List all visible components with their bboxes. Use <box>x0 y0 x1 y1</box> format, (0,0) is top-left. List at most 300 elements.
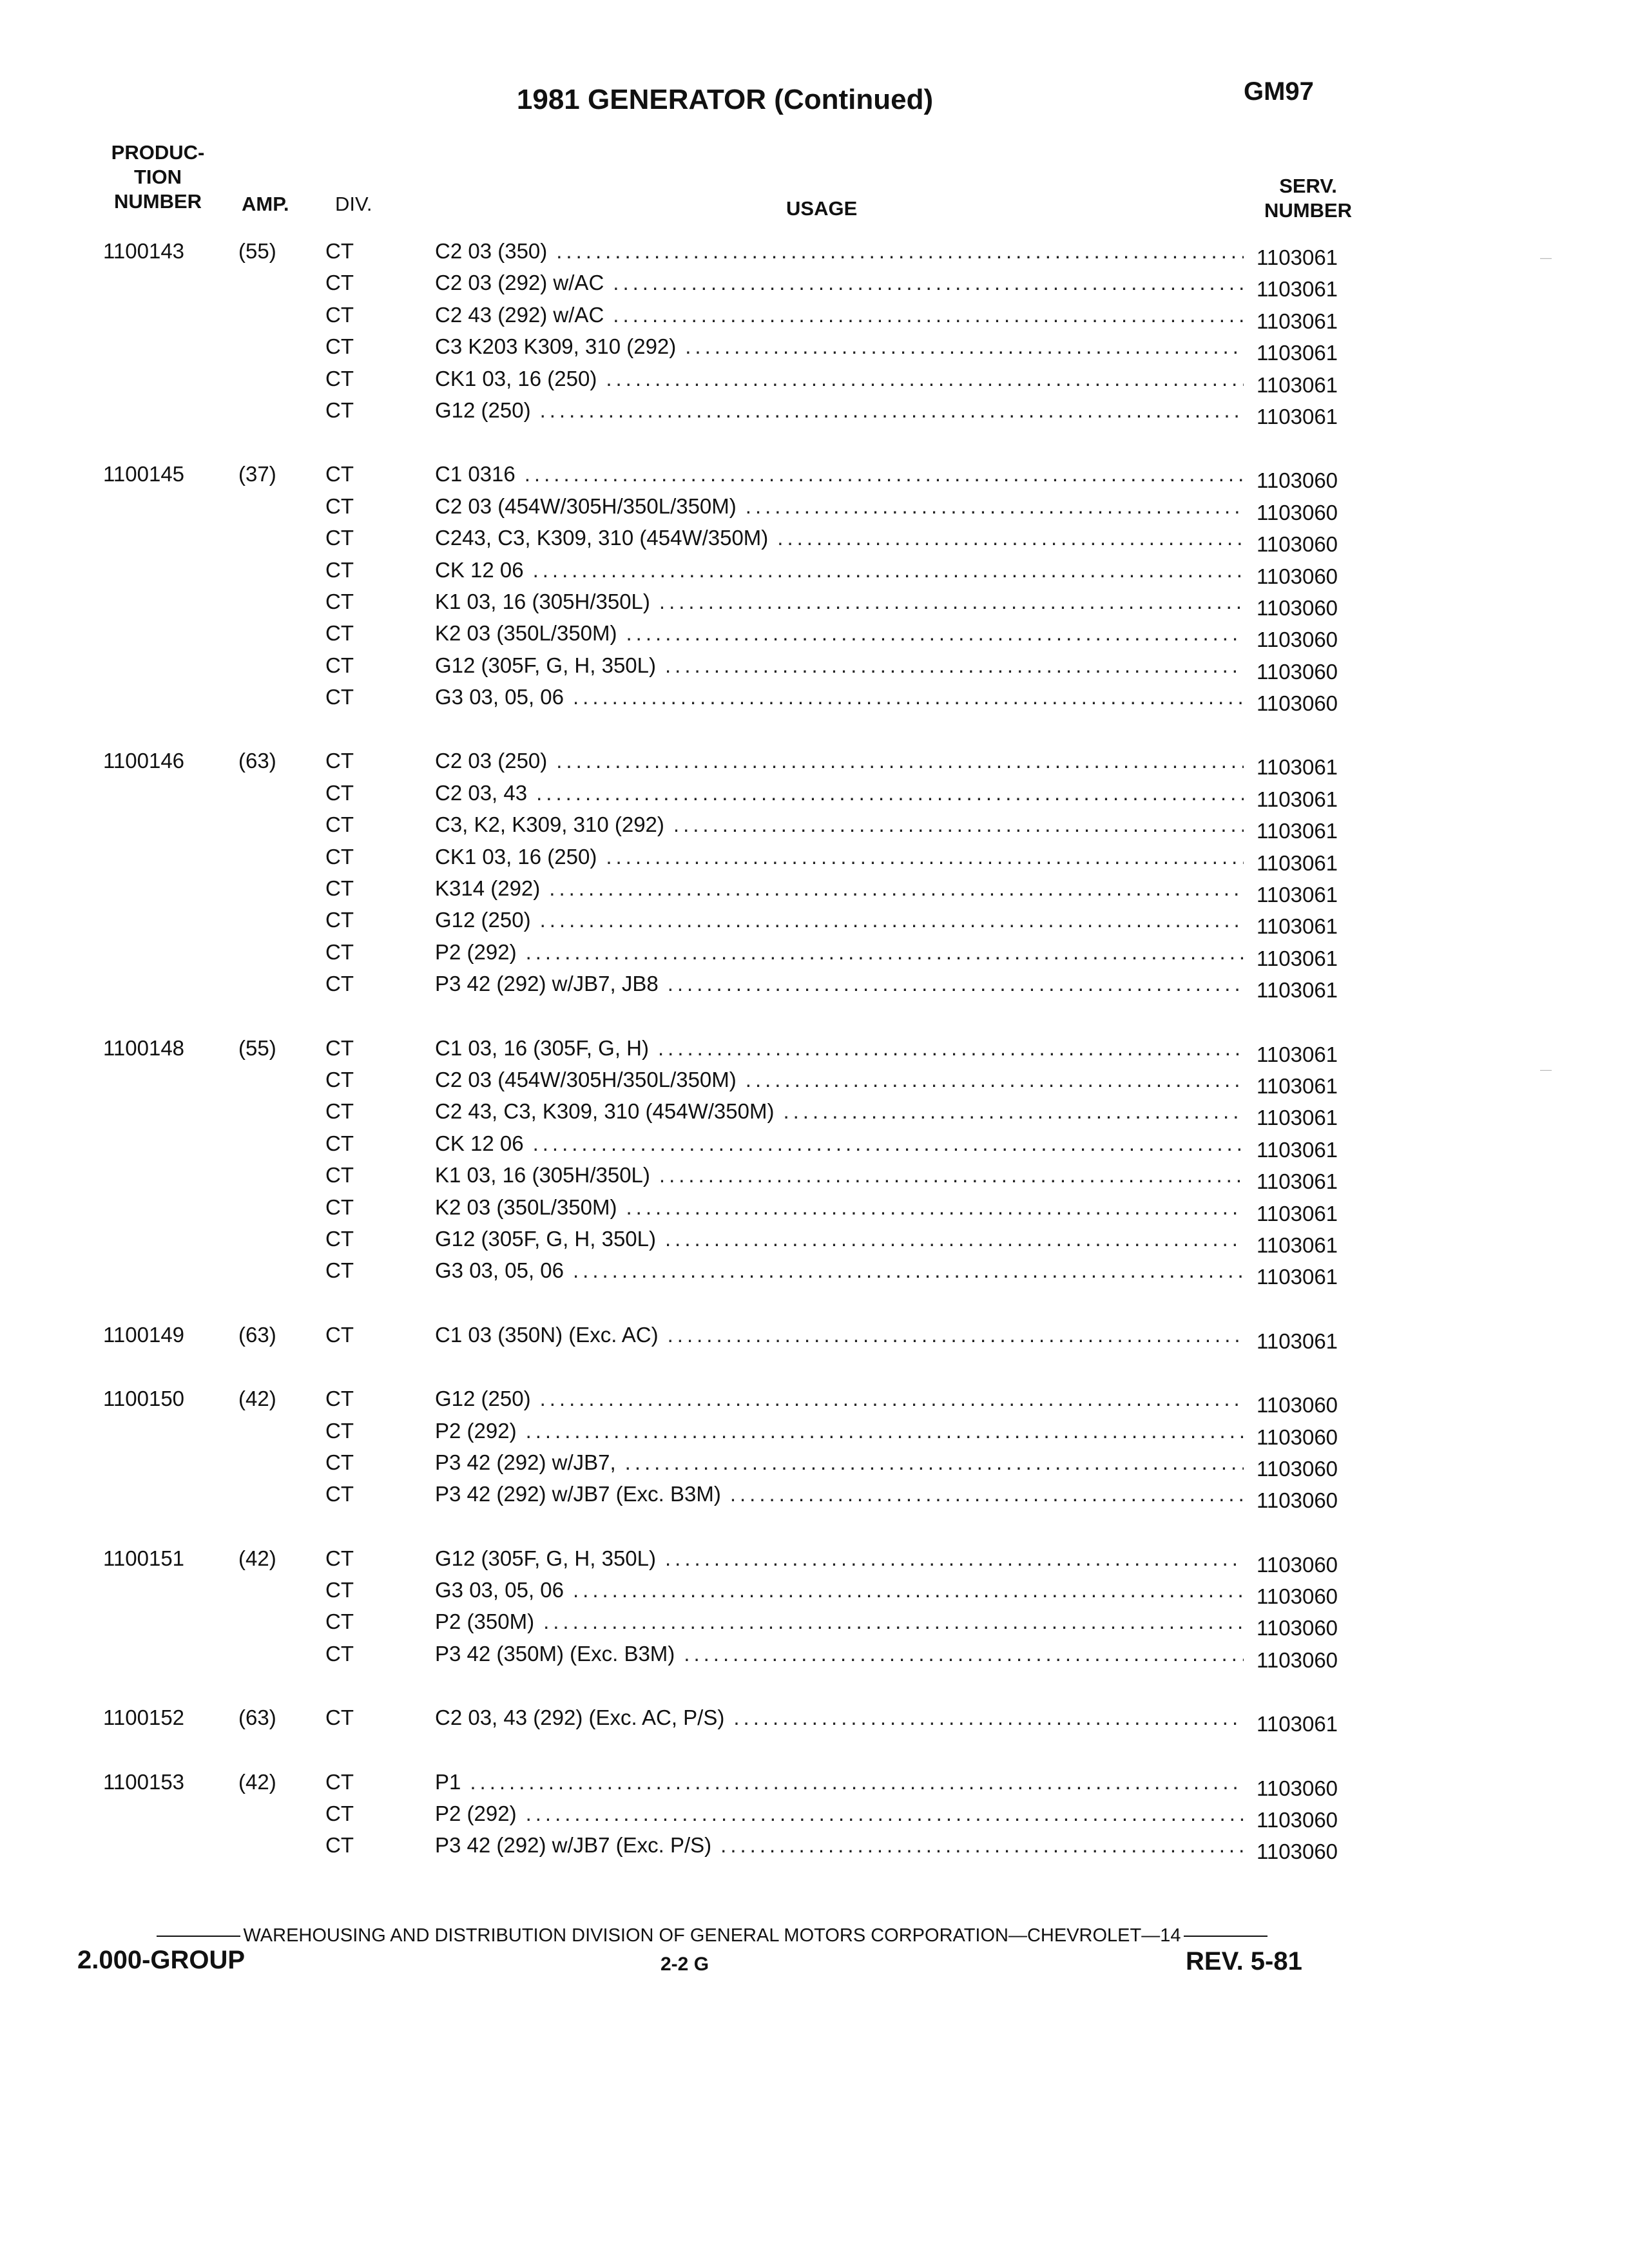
usage-cell <box>435 1446 1244 1478</box>
div-cell: CT <box>325 1833 354 1858</box>
usage-text: C2 03 (350) <box>435 239 548 263</box>
usage-cell <box>435 1095 1244 1127</box>
footer-group-number: 2.000-GROUP <box>77 1946 246 1974</box>
div-cell: CT <box>325 621 354 646</box>
div-cell: CT <box>325 1226 354 1251</box>
table-row <box>0 1766 1629 1798</box>
serv-number-cell: 1103061 <box>1257 978 1338 1003</box>
table-row <box>0 1638 1629 1672</box>
serv-number-cell: 1103060 <box>1257 1840 1338 1864</box>
div-cell: CT <box>325 908 354 932</box>
table-row <box>0 1254 1629 1289</box>
table-row <box>0 331 1629 365</box>
column-header-production-number <box>103 140 213 214</box>
usage-text: G12 (305F, G, H, 350L) <box>435 653 657 677</box>
dot-leader <box>613 299 1244 331</box>
usage-cell <box>435 458 1244 490</box>
usage-text: C1 0316 <box>435 462 516 486</box>
div-cell: CT <box>325 1131 354 1155</box>
usage-text: C1 03, 16 (305F, G, H) <box>435 1035 649 1060</box>
usage-text: G3 03, 05, 06 <box>435 685 564 709</box>
usage-cell <box>435 649 1244 681</box>
dot-leader <box>613 267 1244 298</box>
footer-publisher-text: WAREHOUSING AND DISTRIBUTION DIVISION OF GENERAL MOTORS CORPORATION—CHEVROLET—14 <box>243 1925 1181 1946</box>
page-title: 1981 GENERATOR (Continued) <box>516 84 934 115</box>
usage-cell <box>435 331 1244 362</box>
table-row <box>0 617 1629 652</box>
usage-cell <box>435 363 1244 394</box>
table-row <box>0 1319 1629 1353</box>
part-group <box>0 1319 1629 1353</box>
part-group <box>0 1383 1629 1513</box>
usage-text: G3 03, 05, 06 <box>435 1258 564 1283</box>
footer-revision: REV. 5-81 <box>1186 1947 1302 1975</box>
usage-cell <box>435 1191 1244 1223</box>
dot-leader <box>665 1223 1244 1254</box>
usage-cell <box>435 809 1244 840</box>
part-group <box>0 235 1629 426</box>
div-cell: CT <box>325 1322 354 1347</box>
usage-cell <box>435 1223 1244 1254</box>
serv-number-cell: 1103061 <box>1257 819 1338 843</box>
amp-cell: (55) <box>238 1035 276 1060</box>
usage-text: C2 03 (250) <box>435 749 548 773</box>
usage-text: P3 42 (292) w/JB7 (Exc. P/S) <box>435 1833 712 1858</box>
serv-number-cell: 1103060 <box>1257 1456 1338 1481</box>
serv-number-cell: 1103061 <box>1257 1042 1338 1066</box>
usage-cell <box>435 745 1244 776</box>
div-cell: CT <box>325 462 354 486</box>
div-cell: CT <box>325 1610 354 1634</box>
dot-leader <box>573 681 1244 713</box>
serv-number-cell: 1103061 <box>1257 1169 1338 1194</box>
div-cell: CT <box>325 972 354 996</box>
amp-cell: (42) <box>238 1546 276 1570</box>
dot-leader <box>730 1478 1244 1510</box>
serv-number-cell: 1103060 <box>1257 1552 1338 1577</box>
div-cell: CT <box>325 302 354 327</box>
table-row <box>0 809 1629 843</box>
production-number-cell: 1100143 <box>103 239 185 263</box>
table-row <box>0 554 1629 586</box>
dot-leader <box>665 649 1244 681</box>
dot-leader <box>625 1446 1244 1478</box>
table-row <box>0 586 1629 620</box>
div-cell: CT <box>325 1578 354 1602</box>
div-cell: CT <box>325 398 354 422</box>
div-cell: CT <box>325 685 354 709</box>
usage-text: K1 03, 16 (305H/350L) <box>435 1163 650 1187</box>
dot-leader <box>606 363 1244 394</box>
serv-number-cell: 1103060 <box>1257 1584 1338 1609</box>
table-row <box>0 904 1629 939</box>
dot-leader <box>746 1064 1244 1095</box>
dot-leader <box>626 617 1244 649</box>
table-row <box>0 1829 1629 1864</box>
serv-number-cell: 1103060 <box>1257 1648 1338 1672</box>
dot-leader <box>606 841 1244 872</box>
dot-leader <box>540 1383 1244 1414</box>
table-row <box>0 1128 1629 1162</box>
div-cell: CT <box>325 1482 354 1506</box>
usage-text: K2 03 (350L/350M) <box>435 621 617 646</box>
serv-number-cell: 1103061 <box>1257 946 1338 970</box>
div-cell: CT <box>325 589 354 613</box>
dot-leader <box>659 586 1244 617</box>
serv-number-cell: 1103060 <box>1257 1776 1338 1800</box>
usage-text: C243, C3, K309, 310 (454W/350M) <box>435 526 769 550</box>
part-group <box>0 458 1629 716</box>
table-row <box>0 1606 1629 1640</box>
table-row <box>0 1032 1629 1064</box>
production-number-cell: 1100146 <box>103 749 185 773</box>
usage-text: G12 (250) <box>435 1387 531 1411</box>
dot-leader <box>533 1128 1244 1159</box>
serv-number-cell: 1103061 <box>1257 341 1338 365</box>
div-cell: CT <box>325 1258 354 1283</box>
usage-cell <box>435 299 1244 331</box>
dot-leader <box>665 1542 1244 1574</box>
dot-leader <box>540 394 1244 426</box>
usage-text: C2 03 (292) w/AC <box>435 271 604 295</box>
usage-text: K1 03, 16 (305H/350L) <box>435 589 650 613</box>
table-row <box>0 1191 1629 1223</box>
div-cell: CT <box>325 494 354 518</box>
div-cell: CT <box>325 1099 354 1124</box>
part-group <box>0 1702 1629 1736</box>
dot-leader <box>556 235 1244 267</box>
table-row <box>0 1415 1629 1449</box>
div-cell: CT <box>325 334 354 359</box>
serv-number-cell: 1103061 <box>1257 1201 1338 1225</box>
serv-number-cell: 1103061 <box>1257 1233 1338 1257</box>
dot-leader <box>526 936 1244 968</box>
amp-cell: (37) <box>238 462 276 486</box>
footer-publisher-line <box>84 1925 1340 1946</box>
div-cell: CT <box>325 844 354 869</box>
table-row <box>0 841 1629 875</box>
table-row <box>0 1542 1629 1577</box>
table-row <box>0 1478 1629 1513</box>
serv-number-cell: 1103060 <box>1257 500 1338 524</box>
serv-number-cell: 1103060 <box>1257 659 1338 684</box>
usage-text: C2 03, 43 <box>435 780 528 805</box>
usage-text: G12 (305F, G, H, 350L) <box>435 1546 657 1570</box>
scan-speck: — <box>1540 251 1552 264</box>
table-row <box>0 490 1629 522</box>
div-cell: CT <box>325 939 354 964</box>
serv-number-cell: 1103060 <box>1257 1425 1338 1449</box>
usage-cell <box>435 554 1244 586</box>
usage-cell <box>435 1032 1244 1064</box>
usage-text: C3 K203 K309, 310 (292) <box>435 334 677 359</box>
footer-rule-right <box>1184 1936 1268 1937</box>
usage-text: C2 03, 43 (292) (Exc. AC, P/S) <box>435 1706 725 1730</box>
serv-number-cell: 1103061 <box>1257 1712 1338 1736</box>
dot-leader <box>777 522 1244 553</box>
usage-cell <box>435 1159 1244 1191</box>
production-number-cell: 1100153 <box>103 1769 185 1794</box>
usage-cell <box>435 1319 1244 1350</box>
parts-table <box>0 235 1629 1894</box>
table-row <box>0 458 1629 493</box>
usage-text: C3, K2, K309, 310 (292) <box>435 812 664 837</box>
serv-number-cell: 1103060 <box>1257 1808 1338 1832</box>
table-row <box>0 1446 1629 1481</box>
usage-text: C2 43 (292) w/AC <box>435 302 604 327</box>
usage-text: C1 03 (350N) (Exc. AC) <box>435 1322 659 1347</box>
usage-text: P2 (350M) <box>435 1610 535 1634</box>
part-group <box>0 745 1629 1003</box>
usage-cell <box>435 968 1244 999</box>
serv-number-cell: 1103061 <box>1257 1073 1338 1098</box>
dot-leader <box>470 1766 1244 1798</box>
usage-cell <box>435 617 1244 649</box>
div-cell: CT <box>325 526 354 550</box>
amp-cell: (63) <box>238 1322 276 1347</box>
usage-cell <box>435 1702 1244 1733</box>
usage-text: G12 (305F, G, H, 350L) <box>435 1226 657 1251</box>
part-group <box>0 1766 1629 1864</box>
production-number-cell: 1100148 <box>103 1035 185 1060</box>
serv-number-cell: 1103060 <box>1257 1393 1338 1418</box>
table-row <box>0 872 1629 907</box>
table-row <box>0 267 1629 302</box>
div-cell: CT <box>325 1067 354 1091</box>
usage-cell <box>435 394 1244 426</box>
production-number-cell: 1100150 <box>103 1387 185 1411</box>
serv-number-cell: 1103061 <box>1257 1106 1338 1130</box>
table-row <box>0 1383 1629 1418</box>
column-header-amp: AMP. <box>242 193 289 215</box>
serv-number-cell: 1103060 <box>1257 691 1338 716</box>
column-header-production-number-label: PRODUC- TION NUMBER <box>111 141 205 213</box>
footer-page-number: 2-2 G <box>660 1954 709 1975</box>
div-cell: CT <box>325 1195 354 1219</box>
table-row <box>0 363 1629 397</box>
table-row <box>0 936 1629 968</box>
usage-text: P3 42 (292) w/JB7, <box>435 1450 616 1474</box>
serv-number-cell: 1103061 <box>1257 404 1338 428</box>
footer-rule-left <box>157 1936 240 1937</box>
usage-text: P1 <box>435 1769 461 1794</box>
usage-text: C2 43, C3, K309, 310 (454W/350M) <box>435 1099 775 1124</box>
table-row <box>0 681 1629 716</box>
div-cell: CT <box>325 1706 354 1730</box>
div-cell: CT <box>325 749 354 773</box>
usage-text: C2 03 (454W/305H/350L/350M) <box>435 1067 737 1091</box>
production-number-cell: 1100149 <box>103 1322 185 1347</box>
scan-speck: — <box>1540 1063 1552 1076</box>
usage-text: P2 (292) <box>435 1418 517 1443</box>
usage-text: CK 12 06 <box>435 1131 524 1155</box>
dot-leader <box>533 554 1244 586</box>
div-cell: CT <box>325 1163 354 1187</box>
dot-leader <box>526 1798 1244 1829</box>
table-row <box>0 1702 1629 1736</box>
dot-leader <box>549 872 1244 904</box>
serv-number-cell: 1103061 <box>1257 277 1338 302</box>
div-cell: CT <box>325 812 354 837</box>
serv-number-cell: 1103061 <box>1257 1137 1338 1162</box>
production-number-cell: 1100145 <box>103 462 185 486</box>
usage-text: P3 42 (292) w/JB7, JB8 <box>435 972 659 996</box>
catalog-code: GM97 <box>1244 77 1314 106</box>
usage-cell <box>435 904 1244 936</box>
div-cell: CT <box>325 1418 354 1443</box>
dot-leader <box>525 458 1244 490</box>
dot-leader <box>543 1606 1244 1637</box>
usage-cell <box>435 586 1244 617</box>
column-header-serv-number: SERV. NUMBER <box>1264 175 1353 222</box>
div-cell: CT <box>325 1450 354 1474</box>
usage-cell <box>435 235 1244 267</box>
usage-text: P3 42 (350M) (Exc. B3M) <box>435 1641 675 1666</box>
serv-number-cell: 1103060 <box>1257 595 1338 620</box>
dot-leader <box>668 968 1244 999</box>
dot-leader <box>540 904 1244 936</box>
usage-text: G3 03, 05, 06 <box>435 1578 564 1602</box>
div-cell: CT <box>325 1769 354 1794</box>
usage-cell <box>435 681 1244 713</box>
dot-leader <box>556 745 1244 776</box>
dot-leader <box>626 1191 1244 1223</box>
usage-cell <box>435 841 1244 872</box>
usage-text: P2 (292) <box>435 1802 517 1826</box>
dot-leader <box>746 490 1244 522</box>
table-row <box>0 1064 1629 1098</box>
production-number-cell: 1100152 <box>103 1706 185 1730</box>
usage-text: K314 (292) <box>435 876 541 901</box>
serv-number-cell: 1103061 <box>1257 787 1338 811</box>
serv-number-cell: 1103061 <box>1257 1265 1338 1289</box>
serv-number-cell: 1103061 <box>1257 755 1338 780</box>
part-group <box>0 1032 1629 1287</box>
div-cell: CT <box>325 1546 354 1570</box>
table-row <box>0 394 1629 426</box>
amp-cell: (55) <box>238 239 276 263</box>
usage-cell <box>435 1542 1244 1574</box>
usage-text: CK1 03, 16 (250) <box>435 844 597 869</box>
table-row <box>0 968 1629 1003</box>
usage-cell <box>435 490 1244 522</box>
usage-cell <box>435 936 1244 968</box>
usage-cell <box>435 1638 1244 1669</box>
table-row <box>0 522 1629 557</box>
dot-leader <box>673 809 1244 840</box>
table-row <box>0 649 1629 684</box>
div-cell: CT <box>325 1035 354 1060</box>
serv-number-cell: 1103061 <box>1257 372 1338 397</box>
column-header-usage: USAGE <box>786 197 858 220</box>
dot-leader <box>684 1638 1244 1669</box>
usage-cell <box>435 1478 1244 1510</box>
part-group <box>0 1542 1629 1670</box>
amp-cell: (63) <box>238 749 276 773</box>
serv-number-cell: 1103060 <box>1257 532 1338 557</box>
usage-text: G12 (250) <box>435 908 531 932</box>
serv-number-cell: 1103061 <box>1257 1329 1338 1353</box>
usage-text: CK 12 06 <box>435 557 524 582</box>
dot-leader <box>658 1032 1244 1064</box>
dot-leader <box>783 1095 1244 1127</box>
div-cell: CT <box>325 366 354 390</box>
dot-leader <box>659 1159 1244 1191</box>
usage-text: P3 42 (292) w/JB7 (Exc. B3M) <box>435 1482 721 1506</box>
usage-cell <box>435 1766 1244 1798</box>
table-row <box>0 745 1629 780</box>
usage-cell <box>435 1383 1244 1414</box>
usage-cell <box>435 872 1244 904</box>
usage-cell <box>435 1606 1244 1637</box>
div-cell: CT <box>325 653 354 677</box>
div-cell: CT <box>325 876 354 901</box>
usage-text: K2 03 (350L/350M) <box>435 1195 617 1219</box>
dot-leader <box>526 1415 1244 1446</box>
usage-cell <box>435 1798 1244 1829</box>
dot-leader <box>668 1319 1244 1350</box>
serv-number-cell: 1103061 <box>1257 850 1338 875</box>
table-row <box>0 1095 1629 1130</box>
serv-number-cell: 1103060 <box>1257 468 1338 493</box>
serv-number-cell: 1103060 <box>1257 1616 1338 1640</box>
usage-cell <box>435 267 1244 298</box>
table-row <box>0 1798 1629 1832</box>
usage-cell <box>435 522 1244 553</box>
dot-leader <box>536 777 1244 809</box>
div-cell: CT <box>325 1802 354 1826</box>
amp-cell: (42) <box>238 1387 276 1411</box>
usage-cell <box>435 1574 1244 1606</box>
div-cell: CT <box>325 557 354 582</box>
usage-cell <box>435 1415 1244 1446</box>
serv-number-cell: 1103060 <box>1257 628 1338 652</box>
div-cell: CT <box>325 239 354 263</box>
dot-leader <box>573 1574 1244 1606</box>
table-row <box>0 299 1629 331</box>
usage-text: CK1 03, 16 (250) <box>435 366 597 390</box>
serv-number-cell: 1103061 <box>1257 245 1338 269</box>
dot-leader <box>573 1254 1244 1286</box>
table-row <box>0 1574 1629 1609</box>
div-cell: CT <box>325 780 354 805</box>
usage-cell <box>435 777 1244 809</box>
usage-cell <box>435 1064 1244 1095</box>
serv-number-cell: 1103060 <box>1257 564 1338 588</box>
usage-cell <box>435 1829 1244 1861</box>
table-row <box>0 777 1629 809</box>
dot-leader <box>685 331 1244 362</box>
dot-leader <box>720 1829 1244 1861</box>
div-cell: CT <box>325 1641 354 1666</box>
table-row <box>0 235 1629 267</box>
usage-cell <box>435 1254 1244 1286</box>
serv-number-cell: 1103061 <box>1257 883 1338 907</box>
amp-cell: (63) <box>238 1706 276 1730</box>
usage-text: P2 (292) <box>435 939 517 964</box>
div-cell: CT <box>325 271 354 295</box>
table-row <box>0 1159 1629 1194</box>
production-number-cell: 1100151 <box>103 1546 185 1570</box>
serv-number-cell: 1103061 <box>1257 309 1338 333</box>
column-header-div: DIV. <box>335 193 372 215</box>
usage-text: C2 03 (454W/305H/350L/350M) <box>435 494 737 518</box>
table-row <box>0 1223 1629 1257</box>
div-cell: CT <box>325 1387 354 1411</box>
amp-cell: (42) <box>238 1769 276 1794</box>
serv-number-cell: 1103060 <box>1257 1488 1338 1513</box>
usage-cell <box>435 1128 1244 1159</box>
